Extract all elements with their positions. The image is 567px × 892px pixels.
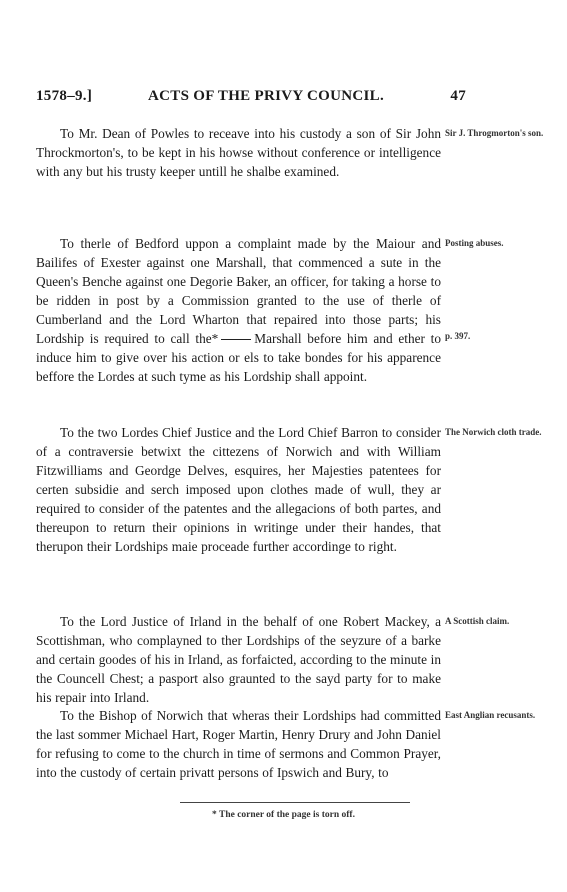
page-reference: p. 397.	[445, 331, 471, 341]
margin-note: Posting abuses.	[445, 238, 504, 248]
margin-note: A Scottish claim.	[445, 616, 510, 626]
entry-paragraph: To the Lord Justice of Irland in the behalf of one Robert Mackey, a Scottishman, who complayned to ther Lordships of the seyzure of a barke and certain goodes of his in Irland, as forfaicted, according to the minute in the Councell Chest; a pasport also graunted to the sayd party for to make his repair into Irland.	[36, 614, 441, 705]
margin-note: Sir J. Throgmorton's son.	[445, 128, 544, 138]
running-header	[36, 88, 466, 108]
margin-note: The Norwich cloth trade.	[445, 427, 542, 437]
footnote-divider	[180, 802, 410, 803]
entry-paragraph: To Mr. Dean of Powles to receave into his custody a son of Sir John Throckmorton's, to be kept in his howse without conference or intelligence with any but his trusty keeper untill he shalbe examined.	[36, 126, 441, 179]
entry-text: Marshall before him and ether to induce him to give over his action or els to take bondes for his apparence beffore the Lordes at such tyme as his Lordship shall appoint.	[36, 331, 441, 384]
entry-paragraph	[36, 234, 441, 386]
header-title: ACTS OF THE PRIVY COUNCIL.	[148, 88, 385, 104]
margin-note: East Anglian recusants.	[445, 710, 536, 720]
entry-paragraph: To the two Lordes Chief Justice and the Lord Chief Barron to consider of a contraversie betwixt the cittezens of Norwich and with William Fitzwilliams and Geordge Delves, esquires, her Majesties patentees for certen subsidie and serch imposed upon clothes made of wull, they ar required to consider of the patentes and the allegacions of both partes, and thereupon to return their opinions in writinge under their handes, that therupon their Lordships maie proceade further accordinge to right.	[36, 425, 441, 554]
footnote: * The corner of the page is torn off.	[212, 810, 355, 820]
entry-paragraph: To the Bishop of Norwich that wheras their Lordships had committed the last sommer Michael Hart, Roger Martin, Henry Drury and John Daniel for refusing to come to the church in time of sermons and Common Prayer, into the custody of certain privatt persons of Ipswich and Bury, to	[36, 708, 441, 780]
torn-gap-dash	[221, 339, 251, 340]
entry-text: To therle of Bedford uppon a complaint made by the Maiour and Bailifes of Exester against one Marshall, that commenced a sute in the Queen's Benche against one Degorie Baker, an officer, for taking a horse to be ridden in post by a Commission granted to the use of therle of Cumberland and the Lord Wharton that repaired into those parts; his Lordship is required to call the*	[36, 236, 441, 346]
header-years: 1578–9.]	[36, 88, 93, 104]
page-number: 47	[450, 88, 466, 104]
